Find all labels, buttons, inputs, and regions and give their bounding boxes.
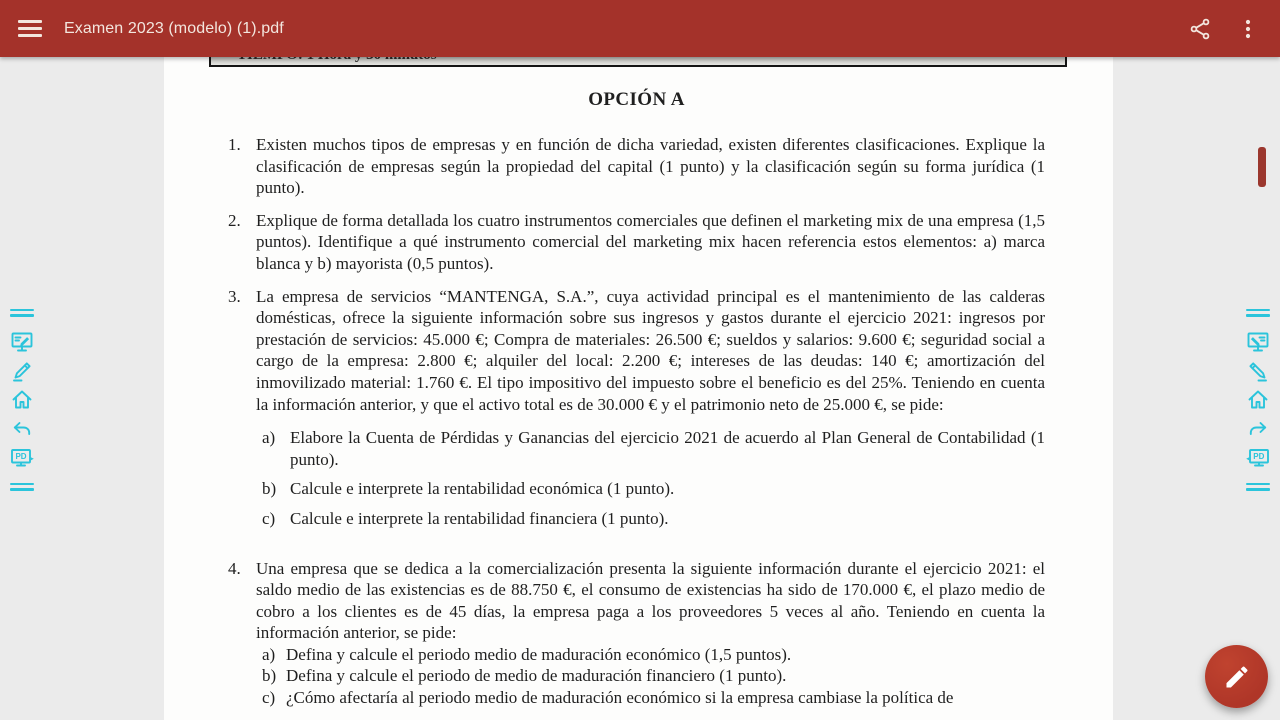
subitem — [256, 508, 1045, 530]
subitem-label: c) — [262, 688, 276, 708]
screen-annotate-icon — [10, 330, 34, 354]
edit-fab-button[interactable] — [1205, 645, 1268, 708]
undo-icon — [10, 417, 34, 441]
screen-share-button[interactable] — [9, 446, 35, 469]
subitem — [256, 427, 1045, 470]
subitem-text: Calcule e interprete la rentabilidad financiera (1 punto). — [290, 508, 669, 528]
screen-share-button[interactable] — [1245, 446, 1271, 469]
toolbar-drag-handle-top[interactable] — [1245, 301, 1271, 324]
app-bar — [0, 0, 1280, 57]
three-dot-menu-icon — [1236, 17, 1260, 41]
svg-text:PD: PD — [15, 451, 27, 461]
exam-time-box — [209, 57, 1067, 67]
question-number: 3. — [228, 286, 241, 306]
subitem-label: c) — [262, 508, 276, 528]
screen-annotate-button[interactable] — [1245, 330, 1271, 353]
question-3 — [228, 286, 1045, 538]
annotation-toolbar-left — [5, 301, 39, 498]
share-icon — [1188, 17, 1212, 41]
screen-annotate-icon — [1246, 330, 1270, 354]
question-text: Una empresa que se dedica a la comercialización presenta la siguiente información durante el ejercicio 2021: el saldo medio de las existencias es de 88.750 €, el consumo de existencias ha sido de 170.000 €, el plazo medio de cobro a los clientes es de 45 días, la empresa paga a los proveedores 5 veces al año. Teniendo en cuenta la información anterior, se pide: — [256, 558, 1045, 643]
drag-handle-icon — [10, 483, 34, 491]
pencil-tool-button[interactable] — [9, 359, 35, 382]
undo-button[interactable] — [1245, 417, 1271, 440]
pencil-tool-button[interactable] — [1245, 359, 1271, 382]
hamburger-icon — [18, 20, 42, 37]
subitem — [256, 644, 1045, 666]
home-button[interactable] — [1245, 388, 1271, 411]
document-title: Examen 2023 (modelo) (1).pdf — [64, 19, 284, 37]
pdf-page — [164, 57, 1113, 720]
question-text: La empresa de servicios “MANTENGA, S.A.”, cuya actividad principal es el mantenimiento de las calderas domésticas, ofrece la siguiente información sobre sus ingresos y gastos durante el ejercicio 2021: ingresos por prestación de servicios: 45.000 €; Compra de materiales: 26.500 €; sueldos y salarios: 9.600 €; seguridad social a cargo de la empresa: 2.800 €; alquiler del local: 2.200 €; intereses de las deudas: 140 €; amortización del inmovilizado material: 1.760 €. El tipo impositivo del impuesto sobre el beneficio es del 25%. Teniendo en cuenta la información anterior, y que el activo total es de 30.000 € y el patrimonio neto de 25.000 €, se pide: — [256, 286, 1045, 414]
subitem-text: ¿Cómo afectaría al periodo medio de maduración económico si la empresa cambiase la política de — [286, 688, 954, 708]
subitem — [256, 687, 1045, 709]
drag-handle-icon — [10, 309, 34, 317]
menu-button[interactable] — [6, 5, 54, 53]
toolbar-drag-handle-top[interactable] — [9, 301, 35, 324]
drag-handle-icon — [1246, 309, 1270, 317]
scrollbar-thumb[interactable] — [1258, 147, 1266, 187]
question-1 — [228, 134, 1045, 199]
question-number: 4. — [228, 558, 241, 578]
home-icon — [1246, 388, 1270, 412]
subitem-text: Calcule e interprete la rentabilidad económica (1 punto). — [290, 479, 675, 499]
question-text: Existen muchos tipos de empresas y en función de dicha variedad, existen diferentes clasificaciones. Explique la clasificación de empresas según la propiedad del capital (1 punto) y la clasificación según su forma jurídica (1 punto). — [256, 135, 1045, 198]
subitem — [256, 665, 1045, 687]
pencil-icon — [1246, 359, 1270, 383]
pdf-viewer-canvas[interactable] — [0, 57, 1280, 720]
subitem — [256, 478, 1045, 500]
share-button[interactable] — [1176, 5, 1224, 53]
question-number: 1. — [228, 135, 241, 154]
toolbar-drag-handle-bottom[interactable] — [1245, 475, 1271, 498]
screen-pd-icon — [10, 446, 34, 470]
undo-icon — [1246, 417, 1270, 441]
pencil-icon — [1223, 663, 1251, 691]
subitem-label: a) — [262, 644, 276, 664]
subitem-text: Defina y calcule el periodo medio de maduración económico (1,5 puntos). — [286, 644, 792, 664]
exam-document — [164, 67, 1113, 720]
home-icon — [10, 388, 34, 412]
screen-annotate-button[interactable] — [9, 330, 35, 353]
annotation-toolbar-right — [1241, 301, 1275, 498]
appbar-actions — [1176, 5, 1272, 53]
question-4 — [228, 558, 1045, 709]
drag-handle-icon — [1246, 483, 1270, 491]
question-number: 2. — [228, 210, 241, 230]
screen-pd-icon — [1246, 446, 1270, 470]
toolbar-drag-handle-bottom[interactable] — [9, 475, 35, 498]
pencil-icon — [10, 359, 34, 383]
question-2 — [228, 210, 1045, 275]
question-4-subitems — [256, 644, 1045, 709]
svg-text:PD: PD — [1253, 451, 1265, 461]
subitem-text: Elabore la Cuenta de Pérdidas y Ganancias del ejercicio 2021 de acuerdo al Plan General de Contabilidad (1 punto). — [290, 428, 1045, 469]
subitem-text: Defina y calcule el periodo de medio de maduración financiero (1 punto). — [286, 666, 787, 686]
subitem-label: b) — [262, 479, 277, 499]
home-button[interactable] — [9, 388, 35, 411]
subitem-label: b) — [262, 666, 277, 686]
undo-button[interactable] — [9, 417, 35, 440]
subitem-label: a) — [262, 428, 276, 448]
question-text: Explique de forma detallada los cuatro instrumentos comerciales que definen el marketing mix de una empresa (1,5 puntos). Identifique a qué instrumento comercial del marketing mix hacen referencia estos elementos: a) marca blanca y b) mayorista (0,5 puntos). — [256, 210, 1045, 273]
section-heading: OPCIÓN A — [588, 89, 685, 110]
overflow-menu-button[interactable] — [1224, 5, 1272, 53]
question-list — [228, 134, 1045, 709]
question-3-subitems — [256, 427, 1045, 529]
